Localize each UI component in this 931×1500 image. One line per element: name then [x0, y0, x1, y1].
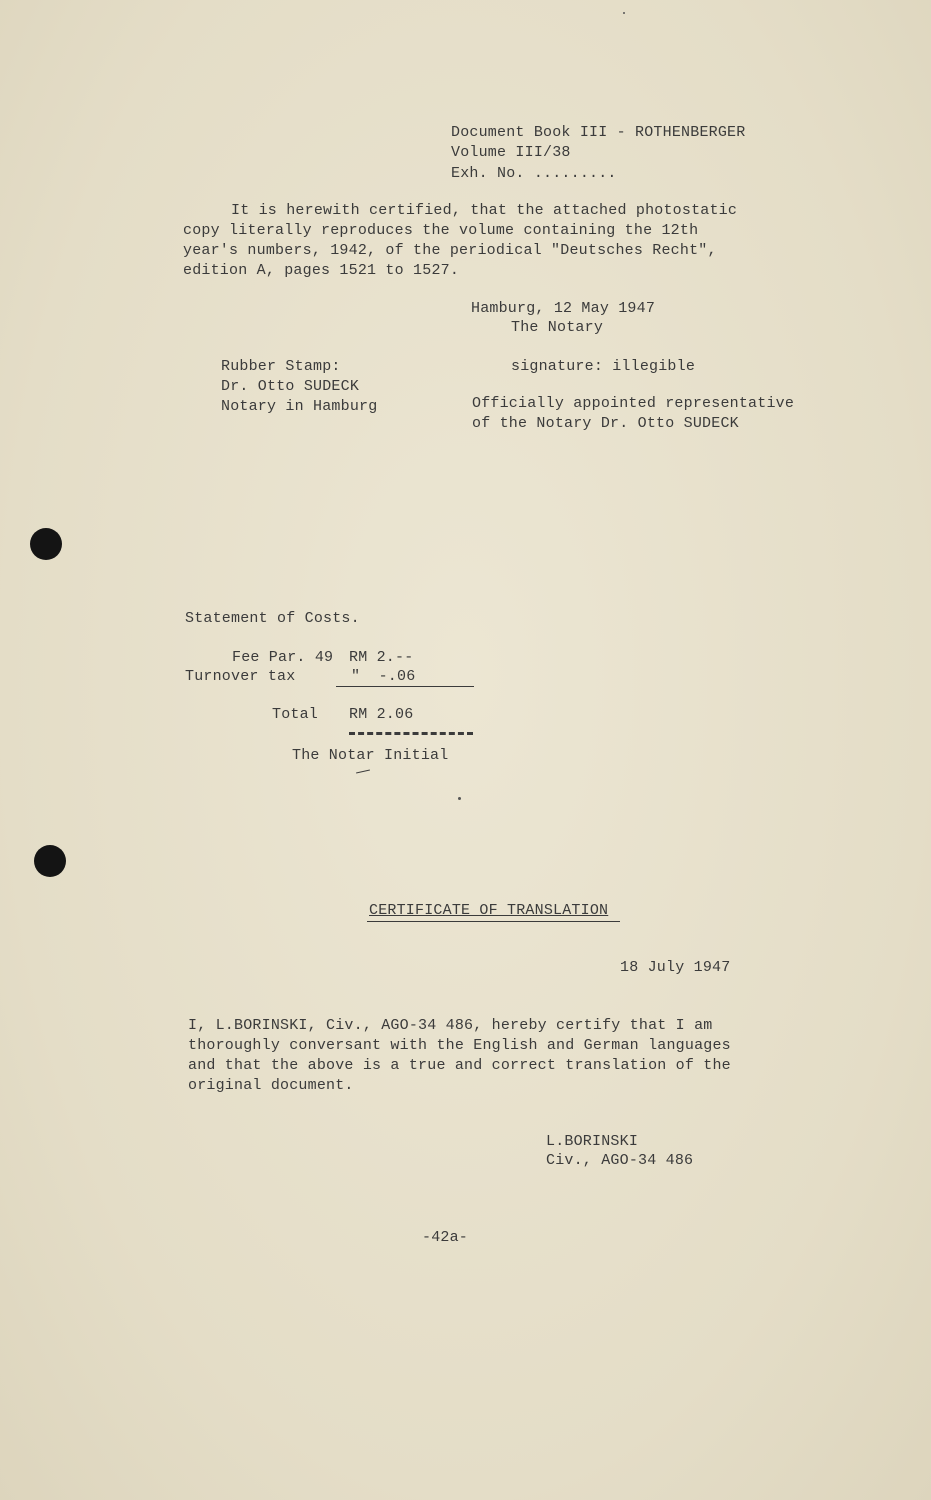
- translator-name: L.BORINSKI: [546, 1133, 639, 1150]
- header-exhibit-number: Exh. No. .........: [451, 165, 617, 182]
- costs-sum-rule: [336, 686, 474, 687]
- signature-note: signature: illegible: [511, 358, 696, 375]
- certification-line-4: edition A, pages 1521 to 1527.: [183, 262, 460, 279]
- page-number: -42a-: [422, 1229, 469, 1246]
- header-volume: Volume III/38: [451, 144, 571, 161]
- translation-line-4: original document.: [188, 1077, 354, 1094]
- translation-heading-underline: [367, 921, 620, 922]
- place-date: Hamburg, 12 May 1947: [471, 300, 656, 317]
- paper-speck: [458, 797, 461, 800]
- fee-value: RM 2.--: [349, 649, 414, 666]
- fee-label: Fee Par. 49: [232, 649, 334, 666]
- total-value: RM 2.06: [349, 706, 414, 723]
- stamp-name: Dr. Otto SUDECK: [221, 378, 360, 395]
- translation-date: 18 July 1947: [620, 959, 731, 976]
- signature-role: Officially appointed representative: [472, 395, 795, 412]
- stamp-label: Rubber Stamp:: [221, 358, 341, 375]
- certification-line-2: copy literally reproduces the volume containing the 12th: [183, 222, 699, 239]
- total-double-rule: [349, 732, 473, 735]
- notary-title: The Notary: [511, 319, 604, 336]
- certification-line-3: year's numbers, 1942, of the periodical "Deutsches Recht",: [183, 242, 717, 259]
- signature-notary: of the Notary Dr. Otto SUDECK: [472, 415, 739, 432]
- paper-speck: [623, 12, 625, 14]
- certification-line-1: It is herewith certified, that the attached photostatic: [231, 202, 738, 219]
- tax-value: " -.06: [351, 668, 416, 685]
- costs-heading: Statement of Costs.: [185, 610, 360, 627]
- translation-line-3: and that the above is a true and correct translation of the: [188, 1057, 731, 1074]
- header-document-book: Document Book III - ROTHENBERGER: [451, 124, 746, 141]
- notar-initial: The Notar Initial: [292, 747, 449, 764]
- initial-mark: [356, 770, 370, 774]
- punch-hole-bottom: [34, 845, 66, 877]
- translation-line-1: I, L.BORINSKI, Civ., AGO-34 486, hereby certify that I am: [188, 1017, 713, 1034]
- translation-line-2: thoroughly conversant with the English and German languages: [188, 1037, 731, 1054]
- translator-id: Civ., AGO-34 486: [546, 1152, 694, 1169]
- stamp-office: Notary in Hamburg: [221, 398, 378, 415]
- punch-hole-top: [30, 528, 62, 560]
- tax-label: Turnover tax: [185, 668, 296, 685]
- translation-heading: CERTIFICATE OF TRANSLATION: [369, 902, 609, 919]
- total-label: Total: [272, 706, 319, 723]
